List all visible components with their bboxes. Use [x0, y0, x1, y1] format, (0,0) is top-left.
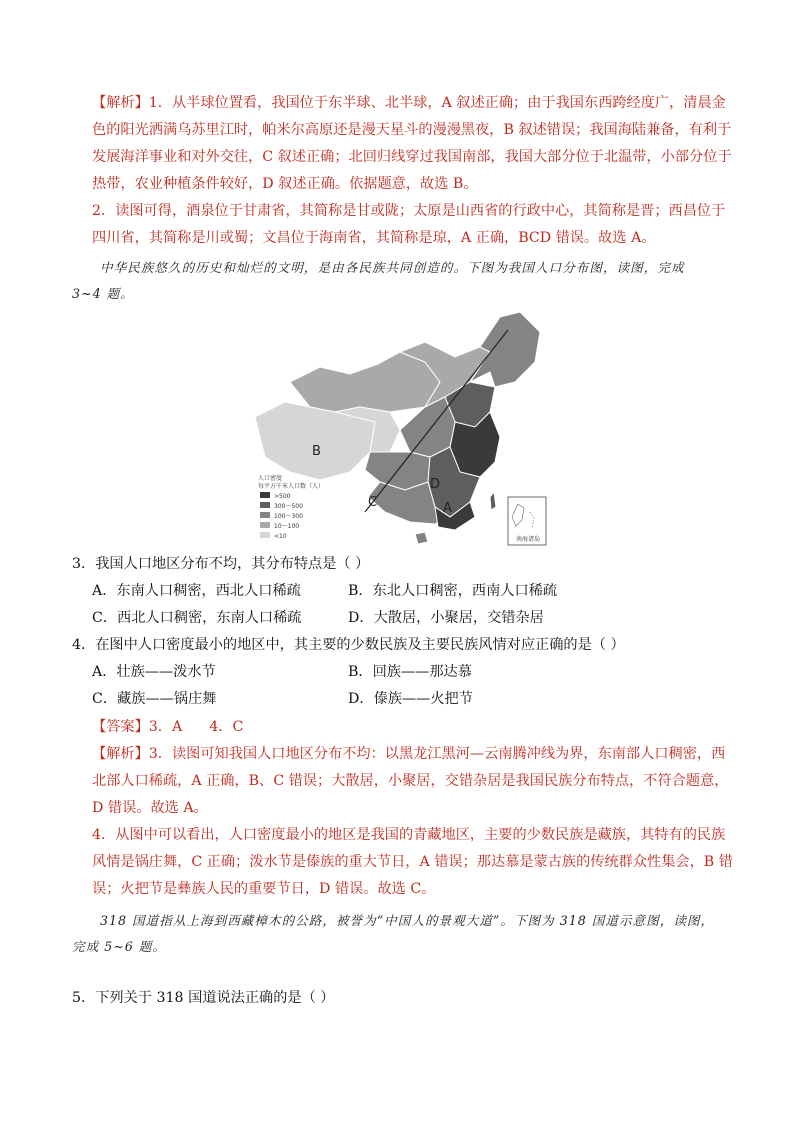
q3-option-a: A．东南人口稠密，西北人口稀疏: [92, 583, 301, 599]
legend-subtitle: 每平方千米人口数（人）: [258, 483, 325, 490]
question-4-stem: 4．在图中人口密度最小的地区中，其主要的少数民族及主要民族风情对应正确的是（ ）: [72, 637, 625, 653]
legend-swatch-4: [260, 522, 270, 528]
map-label-d: D: [430, 477, 441, 492]
legend-swatch-5: [260, 532, 270, 538]
population-density-map: [250, 312, 550, 548]
intro-5-6-line-2: 完成 5~6 题。: [72, 939, 166, 954]
q4-option-b: B．回族——那达慕: [348, 664, 472, 680]
q4-option-d: D．傣族——火把节: [348, 691, 473, 707]
legend-item-4: 10～100: [274, 523, 300, 530]
analysis-tag-2: 【解析】: [92, 746, 149, 762]
intro-3-4-line-1: 中华民族悠久的历史和灿烂的文明，是由各民族共同创造的。下图为我国人口分布图，读图，完成: [100, 260, 685, 275]
analysis-2-line-6: 误；火把节是彝族人民的重要节日，D 错误。故选 C。: [92, 881, 436, 897]
analysis-1-line-2: 色的阳光洒满乌苏里江时，帕米尔高原还是漫天星斗的漫漫黑夜，B 叙述错误；我国海陆兼备，有利于: [92, 122, 732, 138]
analysis-tag: 【解析】: [92, 95, 149, 111]
question-3-stem: 3．我国人口地区分布不均，其分布特点是（ ）: [72, 556, 370, 572]
legend-item-5: <10: [274, 533, 287, 540]
map-label-a: A: [443, 501, 452, 516]
analysis-1-line-6: 四川省，其简称是川或蜀；文昌位于海南省，其简称是琼，A 正确，BCD 错误。故选 A。: [92, 230, 656, 246]
analysis-1-line-4: 热带，农业种植条件较好，D 叙述正确。依据题意，故选 B。: [92, 176, 478, 192]
answer-tag: 【答案】: [92, 719, 149, 735]
q3-option-d: D．大散居，小聚居，交错杂居: [348, 610, 544, 626]
inset-label: 南海诸岛: [516, 536, 541, 543]
analysis-1-line-1: 【解析】1．从半球位置看，我国位于东半球、北半球，A 叙述正确；由于我国东西跨经度广，清晨金: [92, 95, 726, 111]
intro-5-6-line-1: 318 国道指从上海到西藏樟木的公路，被誉为“中国人的景观大道”。下图为 318 国道示意图，读图，: [100, 913, 715, 928]
answer-text: 3．A 4．C: [148, 719, 244, 735]
legend-swatch-2: [260, 502, 270, 508]
map-region-hainan: [415, 532, 428, 544]
q3-option-c: C．西北人口稠密，东南人口稀疏: [92, 610, 302, 626]
q3-option-b: B．东北人口稠密，西南人口稀疏: [348, 583, 558, 599]
legend-title: 人口密度: [258, 475, 283, 482]
analysis-1-line-5: 2．读图可得，酒泉位于甘肃省，其简称是甘或陇；太原是山西省的行政中心，其简称是晋；西昌位于: [92, 203, 726, 219]
q4-option-c: C．藏族——锅庄舞: [92, 691, 217, 707]
legend-swatch-1: [260, 492, 270, 498]
q4-option-a: A．壮族——泼水节: [92, 664, 216, 680]
analysis-2-line-2: 北部人口稀疏，A 正确，B、C 错误；大散居，小聚居，交错杂居是我国民族分布特点，不符合题意，: [92, 773, 729, 789]
legend-item-2: 300～500: [274, 503, 303, 510]
intro-3-4-line-2: 3~4 题。: [72, 286, 134, 301]
analysis-2-line-1: 【解析】3．读图可知我国人口地区分布不均：以黑龙江黑河—云南腾冲线为界，东南部人口稠密，西: [92, 746, 726, 762]
answer-line: [92, 714, 243, 741]
map-label-b: B: [312, 444, 321, 459]
legend-swatch-3: [260, 512, 270, 518]
analysis-2-line-4: 4．从图中可以看出，人口密度最小的地区是我国的青藏地区，主要的少数民族是藏族，其特有的民族: [92, 827, 726, 843]
analysis-2-line-5: 风情是锅庄舞，C 正确；泼水节是傣族的重大节日，A 错误；那达慕是蒙古族的传统群众性集会，B 错: [92, 854, 733, 870]
analysis-2-line-3: D 错误。故选 A。: [92, 800, 208, 816]
map-label-c: C: [368, 495, 378, 510]
question-5-stem: 5．下列关于 318 国道说法正确的是（ ）: [72, 990, 335, 1006]
legend-item-1: >500: [274, 493, 291, 500]
analysis-1-line-3: 发展海洋事业和对外交往，C 叙述正确；北回归线穿过我国南部，我国大部分位于北温带，小部分位于: [92, 149, 732, 165]
south-sea-inset: [508, 497, 546, 545]
legend-item-3: 100～300: [274, 513, 303, 520]
